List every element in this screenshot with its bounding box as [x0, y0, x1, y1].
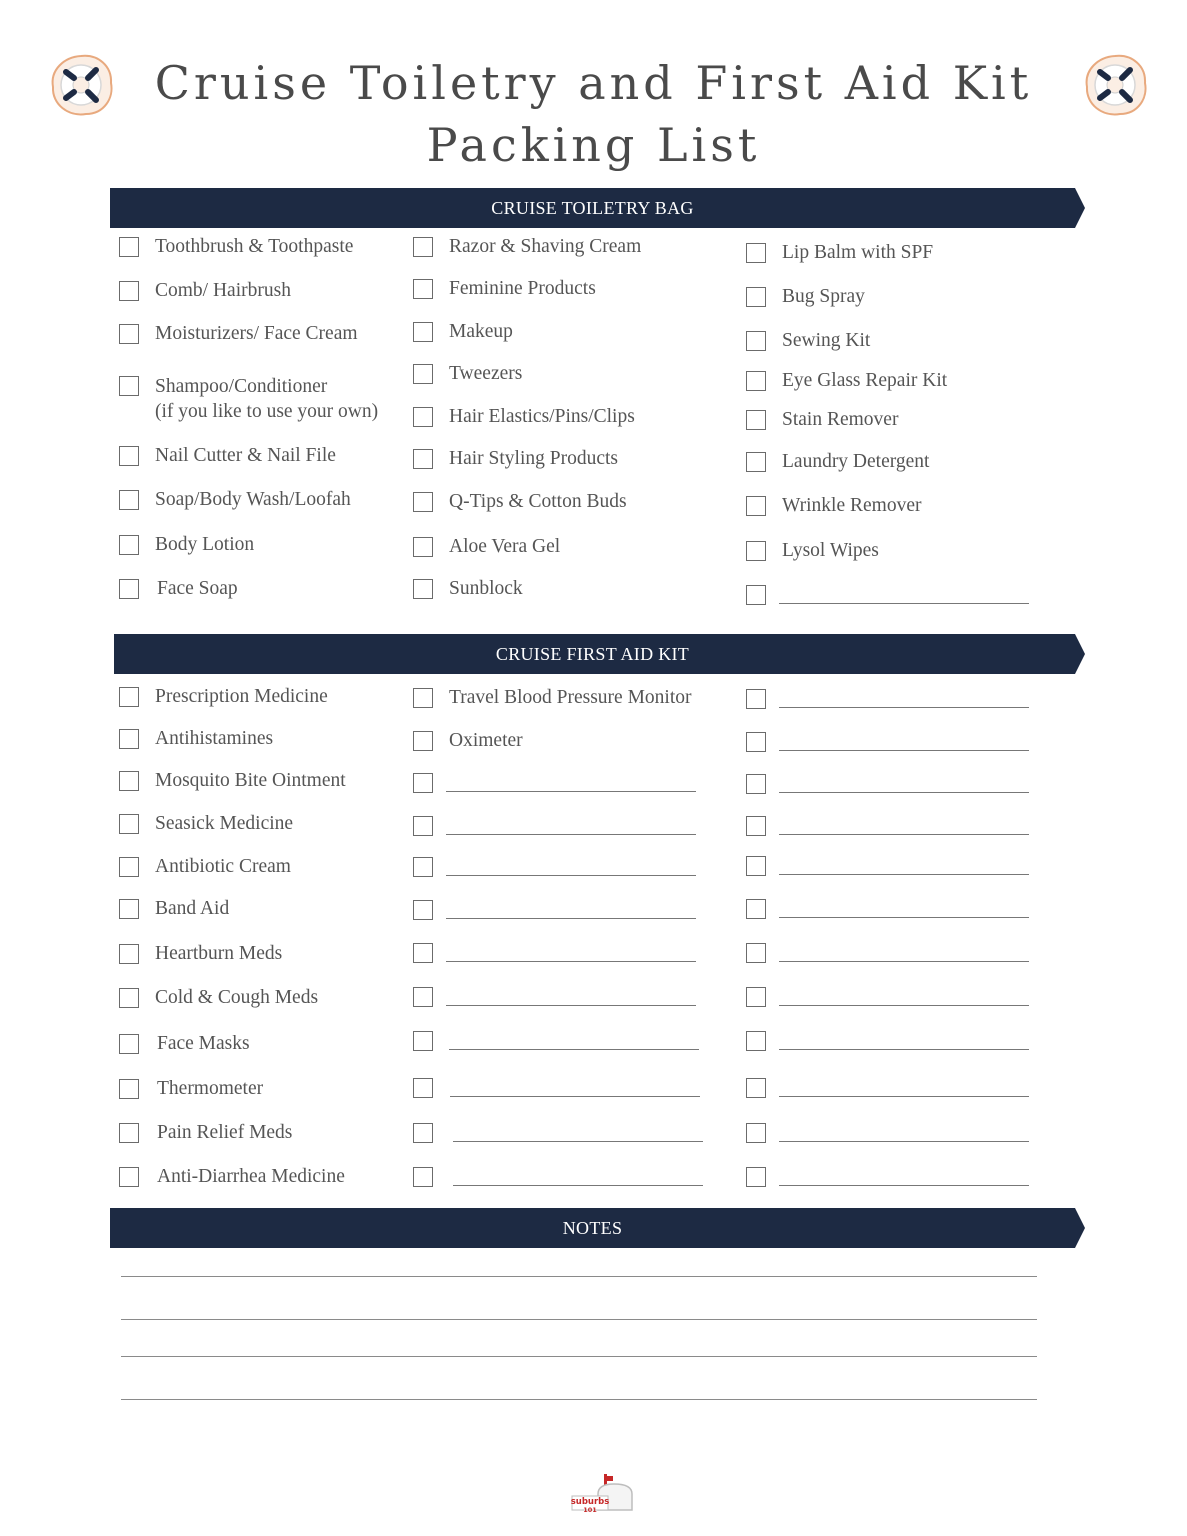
- write-in-line[interactable]: [450, 1096, 700, 1097]
- write-in-line[interactable]: [779, 1141, 1029, 1142]
- write-in-line[interactable]: [779, 1185, 1029, 1186]
- write-in-line[interactable]: [446, 918, 696, 919]
- write-in-line[interactable]: [779, 603, 1029, 604]
- write-in-line[interactable]: [453, 1141, 703, 1142]
- write-in-line[interactable]: [779, 834, 1029, 835]
- write-in-line[interactable]: [779, 792, 1029, 793]
- checkbox[interactable]: [746, 585, 766, 605]
- checkbox[interactable]: [413, 943, 433, 963]
- section-heading: CRUISE TOILETRY BAG: [491, 198, 694, 218]
- checkbox[interactable]: [119, 944, 139, 964]
- checkbox[interactable]: [119, 237, 139, 257]
- checkbox[interactable]: [746, 774, 766, 794]
- checkbox[interactable]: [119, 281, 139, 301]
- checkbox[interactable]: [746, 243, 766, 263]
- svg-text:101: 101: [583, 1506, 597, 1514]
- checkbox[interactable]: [119, 814, 139, 834]
- checkbox[interactable]: [119, 446, 139, 466]
- checkbox[interactable]: [413, 407, 433, 427]
- checkbox[interactable]: [746, 1078, 766, 1098]
- checkbox[interactable]: [746, 987, 766, 1007]
- checkbox[interactable]: [746, 816, 766, 836]
- checkbox[interactable]: [119, 1123, 139, 1143]
- checkbox[interactable]: [413, 492, 433, 512]
- checkbox[interactable]: [746, 856, 766, 876]
- checkbox[interactable]: [119, 1167, 139, 1187]
- write-in-line[interactable]: [779, 961, 1029, 962]
- checkbox[interactable]: [413, 579, 433, 599]
- checkbox[interactable]: [119, 490, 139, 510]
- checkbox[interactable]: [746, 331, 766, 351]
- checkbox[interactable]: [413, 816, 433, 836]
- checkbox[interactable]: [119, 535, 139, 555]
- write-in-line[interactable]: [449, 1049, 699, 1050]
- checkbox[interactable]: [746, 899, 766, 919]
- checkbox[interactable]: [413, 237, 433, 257]
- checkbox[interactable]: [413, 987, 433, 1007]
- checkbox[interactable]: [746, 1167, 766, 1187]
- checkbox[interactable]: [413, 731, 433, 751]
- write-in-line[interactable]: [446, 834, 696, 835]
- checkbox[interactable]: [119, 324, 139, 344]
- item-note: (if you like to use your own): [155, 401, 379, 422]
- checkbox[interactable]: [413, 857, 433, 877]
- section-heading: CRUISE FIRST AID KIT: [495, 644, 690, 664]
- checkbox[interactable]: [119, 857, 139, 877]
- checkbox[interactable]: [413, 449, 433, 469]
- checkbox[interactable]: [119, 579, 139, 599]
- checkbox[interactable]: [119, 988, 139, 1008]
- checkbox[interactable]: [119, 729, 139, 749]
- checkbox[interactable]: [119, 899, 139, 919]
- write-in-line[interactable]: [779, 1096, 1029, 1097]
- write-in-line[interactable]: [446, 875, 696, 876]
- write-in-line[interactable]: [446, 1005, 696, 1006]
- checkbox[interactable]: [413, 900, 433, 920]
- write-in-line[interactable]: [446, 791, 696, 792]
- write-in-line[interactable]: [779, 1005, 1029, 1006]
- notes-line[interactable]: [121, 1399, 1037, 1400]
- checkbox[interactable]: [746, 1123, 766, 1143]
- checkbox[interactable]: [746, 452, 766, 472]
- packing-list-page: Cruise Toiletry and First Aid Kit Packing List CRUISE TOILETRY BAG CRUISE FIRST AID KIT NOTES Toothbrush & Toothpaste Comb/ Hairbrush Moisturizers/ Face Cream Shampoo/Conditioner (if you like to use your own) Nail Cutter & Nail File Soap/Body Wash/Loofah Body Lotion Face Soap Razor & Shaving Cream Feminine Products Makeup Tweezers Hair Elastics/Pins/Clips Hair Styling Products Q-Tips & Cotton Buds Aloe Vera Gel Sunblock Lip Balm with SPF Bug Spray Sewing Kit Eye Glass Repair Kit Stain Remover Laundry Detergent Wrinkle Remover Lysol Wipes Prescription Medicine Antihistamines Mosquito Bite Ointment Seasick Medicine Antibiotic Cream Band Aid Heartburn Meds Cold & Cough Meds Face Masks Thermometer Pain Relief Meds Anti-Diarrhea Medicine Travel Blood Pressure Monitor Oximeter suburbs 101: [0, 0, 1187, 1536]
- write-in-line[interactable]: [779, 750, 1029, 751]
- write-in-line[interactable]: [779, 707, 1029, 708]
- checkbox[interactable]: [413, 773, 433, 793]
- checkbox[interactable]: [413, 1078, 433, 1098]
- checkbox[interactable]: [746, 732, 766, 752]
- write-in-line[interactable]: [446, 961, 696, 962]
- checkbox[interactable]: [413, 537, 433, 557]
- checkbox[interactable]: [746, 689, 766, 709]
- checkbox[interactable]: [746, 287, 766, 307]
- write-in-line[interactable]: [453, 1185, 703, 1186]
- checkbox[interactable]: [119, 687, 139, 707]
- checkbox[interactable]: [746, 496, 766, 516]
- notes-line[interactable]: [121, 1276, 1037, 1277]
- checkbox[interactable]: [413, 1167, 433, 1187]
- write-in-line[interactable]: [779, 874, 1029, 875]
- write-in-line[interactable]: [779, 1049, 1029, 1050]
- checkbox[interactable]: [119, 376, 139, 396]
- checkbox[interactable]: [413, 322, 433, 342]
- checkbox[interactable]: [413, 688, 433, 708]
- checkbox[interactable]: [119, 1079, 139, 1099]
- checkbox[interactable]: [413, 1031, 433, 1051]
- svg-text:suburbs: suburbs: [570, 1497, 610, 1507]
- checkbox[interactable]: [746, 943, 766, 963]
- page-title: Cruise Toiletry and First Aid Kit: [154, 56, 1033, 110]
- checkbox[interactable]: [746, 410, 766, 430]
- checkbox[interactable]: [413, 279, 433, 299]
- section-heading: NOTES: [562, 1218, 623, 1238]
- checkbox[interactable]: [413, 1123, 433, 1143]
- suburbs-101-mailbox-logo: [568, 1474, 638, 1514]
- checkbox[interactable]: [413, 364, 433, 384]
- checkbox[interactable]: [119, 771, 139, 791]
- checkbox[interactable]: [746, 1031, 766, 1051]
- checkbox[interactable]: [119, 1034, 139, 1054]
- section-banner-notes: [110, 1208, 1085, 1248]
- notes-line[interactable]: [121, 1319, 1037, 1320]
- checkbox[interactable]: [746, 371, 766, 391]
- write-in-line[interactable]: [779, 917, 1029, 918]
- section-banner-toiletry: [110, 188, 1085, 228]
- section-banner-first-aid: [110, 634, 1085, 674]
- notes-line[interactable]: [121, 1356, 1037, 1357]
- page-subtitle: Packing List: [426, 118, 761, 172]
- checkbox[interactable]: [746, 541, 766, 561]
